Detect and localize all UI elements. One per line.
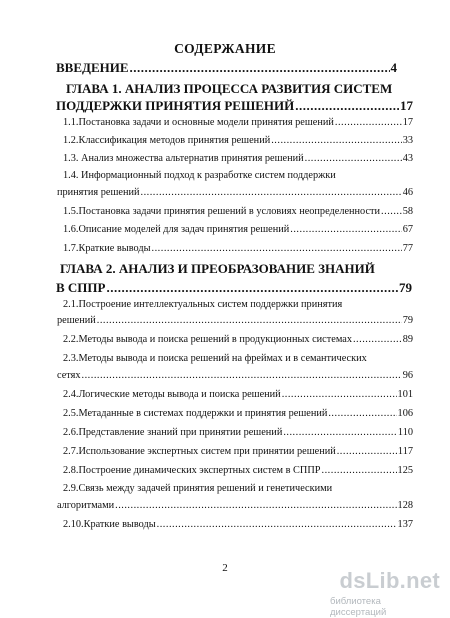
dot-leader xyxy=(337,446,397,457)
toc-entry xyxy=(63,224,413,235)
dot-leader xyxy=(295,98,399,114)
toc-entry xyxy=(63,153,413,164)
entry-page: 67 xyxy=(402,224,413,235)
dot-leader xyxy=(82,370,402,381)
toc-entry-line1: 2.1.Построение интеллектуальных систем поддержки принятия xyxy=(63,299,343,310)
dot-leader xyxy=(353,334,402,345)
dot-leader xyxy=(157,519,397,530)
entry-text: 2.10.Краткие выводы xyxy=(63,519,156,530)
entry-page: 4 xyxy=(390,60,397,75)
dot-leader xyxy=(97,315,402,326)
entry-text: В СППР xyxy=(56,280,106,295)
entry-text: принятия решений xyxy=(57,187,140,198)
entry-text: решений xyxy=(57,315,96,326)
dot-leader xyxy=(152,243,402,254)
entry-page: 89 xyxy=(402,334,413,345)
entry-page: 96 xyxy=(402,370,413,381)
toc-entry-line1: 2.9.Связь между задачей принятия решений и генетическими xyxy=(63,483,333,494)
toc-entry-line1: 2.3.Методы вывода и поиска решений на фреймах и в семантических xyxy=(63,353,367,364)
entry-page: 101 xyxy=(397,389,413,400)
toc-entry-intro xyxy=(56,60,397,76)
toc-entry xyxy=(57,315,413,326)
toc-entry xyxy=(63,389,413,400)
entry-text: ПОДДЕРЖКИ ПРИНЯТИЯ РЕШЕНИЙ xyxy=(56,98,295,113)
toc-entry xyxy=(57,370,413,381)
entry-text: 2.8.Построение динамических экспертных систем в СППР xyxy=(63,465,321,476)
dot-leader xyxy=(335,117,402,128)
dot-leader xyxy=(381,206,402,217)
toc-title: СОДЕРЖАНИЕ xyxy=(174,41,276,56)
toc-entry xyxy=(63,427,413,438)
entry-text: 1.6.Описание моделей для задач принятия решений xyxy=(63,224,290,235)
entry-text: 1.1.Постановка задачи и основные модели принятия решений xyxy=(63,117,334,128)
toc-entry xyxy=(63,465,413,476)
entry-page: 117 xyxy=(397,446,413,457)
entry-page: 58 xyxy=(402,206,413,217)
toc-entry xyxy=(63,446,413,457)
toc-entry xyxy=(63,135,413,146)
watermark-logo: dsLib.net xyxy=(339,568,440,593)
entry-page: 46 xyxy=(402,187,413,198)
dot-leader xyxy=(141,187,402,198)
entry-text: 1.2.Классификация методов принятия решений xyxy=(63,135,271,146)
toc-entry xyxy=(63,206,413,217)
toc-entry-chapter1 xyxy=(56,98,413,114)
dot-leader xyxy=(322,465,397,476)
entry-text: 2.6.Представление знаний при принятии решений xyxy=(63,427,283,438)
chapter1-title-line1: ГЛАВА 1. АНАЛИЗ ПРОЦЕССА РАЗВИТИЯ СИСТЕМ xyxy=(66,81,393,96)
entry-text: 2.7.Использование экспертных систем при принятии решений xyxy=(63,446,336,457)
toc-entry xyxy=(63,334,413,345)
dot-leader xyxy=(305,153,402,164)
entry-text: ВВЕДЕНИЕ xyxy=(56,60,129,75)
entry-page: 33 xyxy=(402,135,413,146)
dot-leader xyxy=(106,280,398,296)
entry-text: 1.3. Анализ множества альтернатив принятия решений xyxy=(63,153,304,164)
entry-page: 106 xyxy=(397,408,413,419)
dot-leader xyxy=(290,224,401,235)
entry-text: алгоритмами xyxy=(57,500,115,511)
entry-page: 17 xyxy=(400,98,413,113)
entry-page: 79 xyxy=(399,280,412,295)
entry-page: 128 xyxy=(397,500,413,511)
entry-text: 1.7.Краткие выводы xyxy=(63,243,151,254)
chapter2-title-line1: ГЛАВА 2. АНАЛИЗ И ПРЕОБРАЗОВАНИЕ ЗНАНИЙ xyxy=(60,261,375,276)
dot-leader xyxy=(115,500,396,511)
dot-leader xyxy=(130,60,390,76)
toc-entry-line1: 1.4. Информационный подход к разработке систем поддержки xyxy=(63,170,336,181)
dot-leader xyxy=(282,389,397,400)
toc-entry-chapter2 xyxy=(56,280,412,296)
dot-leader xyxy=(271,135,401,146)
dot-leader xyxy=(328,408,396,419)
watermark xyxy=(330,568,440,618)
entry-page: 125 xyxy=(397,465,413,476)
entry-page: 79 xyxy=(402,315,413,326)
entry-page: 137 xyxy=(397,519,413,530)
entry-page: 43 xyxy=(402,153,413,164)
toc-entry xyxy=(63,519,413,530)
toc-entry xyxy=(63,117,413,128)
entry-text: сетях xyxy=(57,370,81,381)
toc-entry xyxy=(63,408,413,419)
toc-entry xyxy=(57,187,413,198)
entry-text: 2.4.Логические методы вывода и поиска решений xyxy=(63,389,281,400)
toc-entry xyxy=(57,500,413,511)
toc-entry xyxy=(63,243,413,254)
entry-page: 110 xyxy=(397,427,413,438)
entry-text: 1.5.Постановка задачи принятия решений в условиях неопределенности xyxy=(63,206,381,217)
page-number: 2 xyxy=(222,562,228,574)
watermark-caption: библиотека диссертаций xyxy=(330,596,387,618)
entry-page: 17 xyxy=(402,117,413,128)
entry-page: 77 xyxy=(402,243,413,254)
entry-text: 2.5.Метаданные в системах поддержки и принятия решений xyxy=(63,408,328,419)
dot-leader xyxy=(283,427,397,438)
entry-text: 2.2.Методы вывода и поиска решений в продукционных системах xyxy=(63,334,352,345)
